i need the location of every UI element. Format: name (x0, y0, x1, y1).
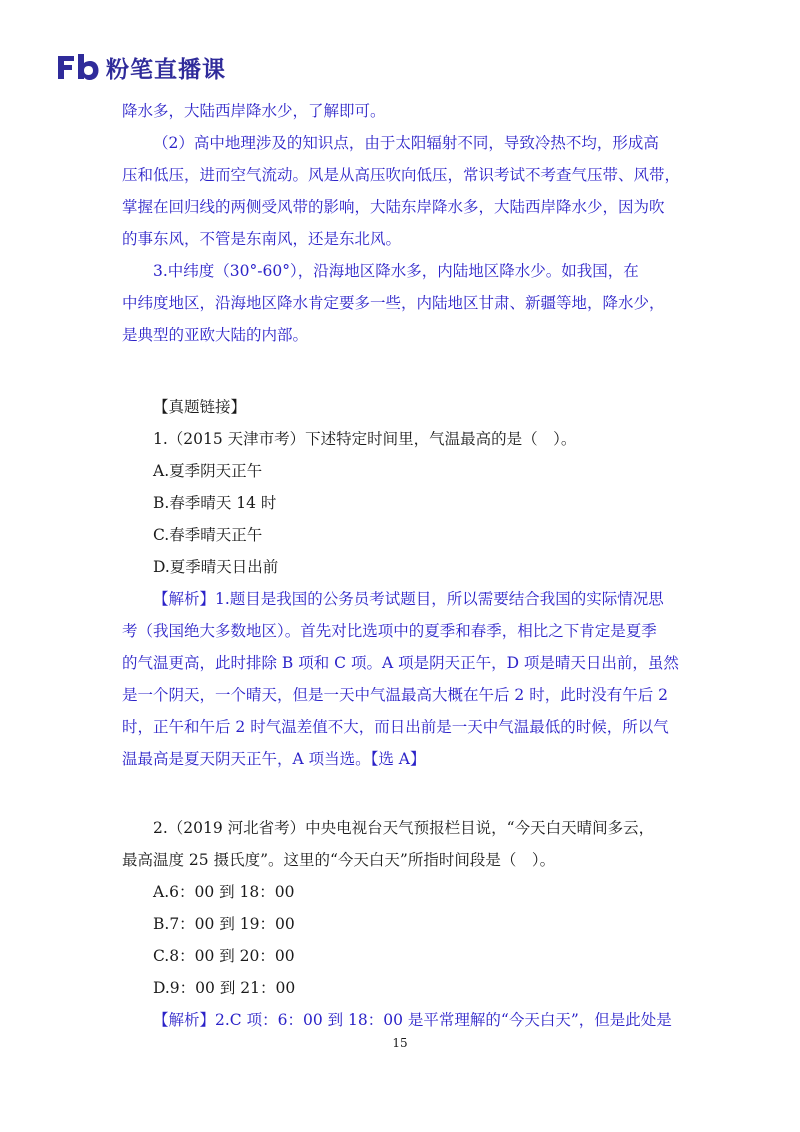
question-1-option-a: A.夏季阴天正午 (153, 462, 263, 480)
page-number: 15 (392, 1036, 408, 1050)
question-1-option-d: D.夏季晴天日出前 (153, 558, 279, 576)
spacer (122, 775, 682, 812)
question-2-stem: 2.（2019 河北省考）中央电视台天气预报栏目说，“今天白天晴间多云， (153, 819, 655, 837)
question-1-analysis-line: 时，正午和午后 2 时气温差值不大，而日出前是一天中气温最低的时候，所以气 (122, 718, 669, 736)
spacer (122, 351, 682, 391)
question-1-analysis-line: 是一个阴天，一个晴天，但是一天中气温最高大概在午后 2 时，此时没有午后 2 (122, 686, 669, 704)
question-1-option-c: C.春季晴天正午 (153, 526, 263, 544)
text-line: 的事东风，不管是东南风，还是东北风。 (122, 230, 402, 248)
text-line: 掌握在回归线的两侧受风带的影响，大陆东岸降水多，大陆西岸降水少，因为吹 (122, 198, 665, 216)
question-2-option-d: D.9：00 到 21：00 (153, 979, 296, 997)
page-content (122, 95, 682, 1036)
question-2-option-b: B.7：00 到 19：00 (153, 915, 295, 933)
question-1-option-b: B.春季晴天 14 时 (153, 494, 277, 512)
analysis-label: 【解析】 (153, 590, 216, 608)
analysis-label: 【解析】 (153, 1011, 216, 1029)
question-2-option-a: A.6：00 到 18：00 (153, 883, 295, 901)
text-line: 3.中纬度（30°-60°），沿海地区降水多，内陆地区降水少。如我国，在 (153, 262, 639, 280)
brand-logo (56, 50, 226, 84)
question-2-option-c: C.8：00 到 20：00 (153, 947, 295, 965)
question-1-analysis-line: 【解析】1.题目是我国的公务员考试题目，所以需要结合我国的实际情况思 (153, 590, 664, 608)
text-line: 是典型的亚欧大陆的内部。 (122, 326, 309, 344)
fb-logo-icon (56, 52, 100, 82)
text-line: 降水多，大陆西岸降水少，了解即可。 (122, 102, 386, 120)
question-2-analysis-line: 【解析】2.C 项：6：00 到 18：00 是平常理解的“今天白天”，但是此处是 (153, 1011, 672, 1029)
text-line: 压和低压，进而空气流动。风是从高压吹向低压，常识考试不考查气压带、风带， (122, 166, 681, 184)
question-1-analysis-line: 考（我国绝大多数地区）。首先对比选项中的夏季和春季，相比之下肯定是夏季 (122, 622, 657, 640)
text-line: 中纬度地区，沿海地区降水肯定要多一些，内陆地区甘肃、新疆等地，降水少， (122, 294, 665, 312)
brand-name: 粉笔直播课 (106, 56, 226, 83)
text-line: （2）高中地理涉及的知识点，由于太阳辐射不同，导致冷热不均，形成高 (153, 134, 659, 152)
question-2-stem: 最高温度 25 摄氏度”。这里的“今天白天”所指时间段是（ ）。 (122, 851, 556, 869)
question-1-analysis-line: 的气温更高，此时排除 B 项和 C 项。A 项是阴天正午，D 项是晴天日出前，虽然 (122, 654, 679, 672)
section-title: 【真题链接】 (153, 398, 247, 416)
question-1-analysis-line: 温最高是夏天阴天正午，A 项当选。【选 A】 (122, 750, 426, 768)
question-1-stem: 1.（2015 天津市考）下述特定时间里，气温最高的是（ ）。 (153, 430, 577, 448)
